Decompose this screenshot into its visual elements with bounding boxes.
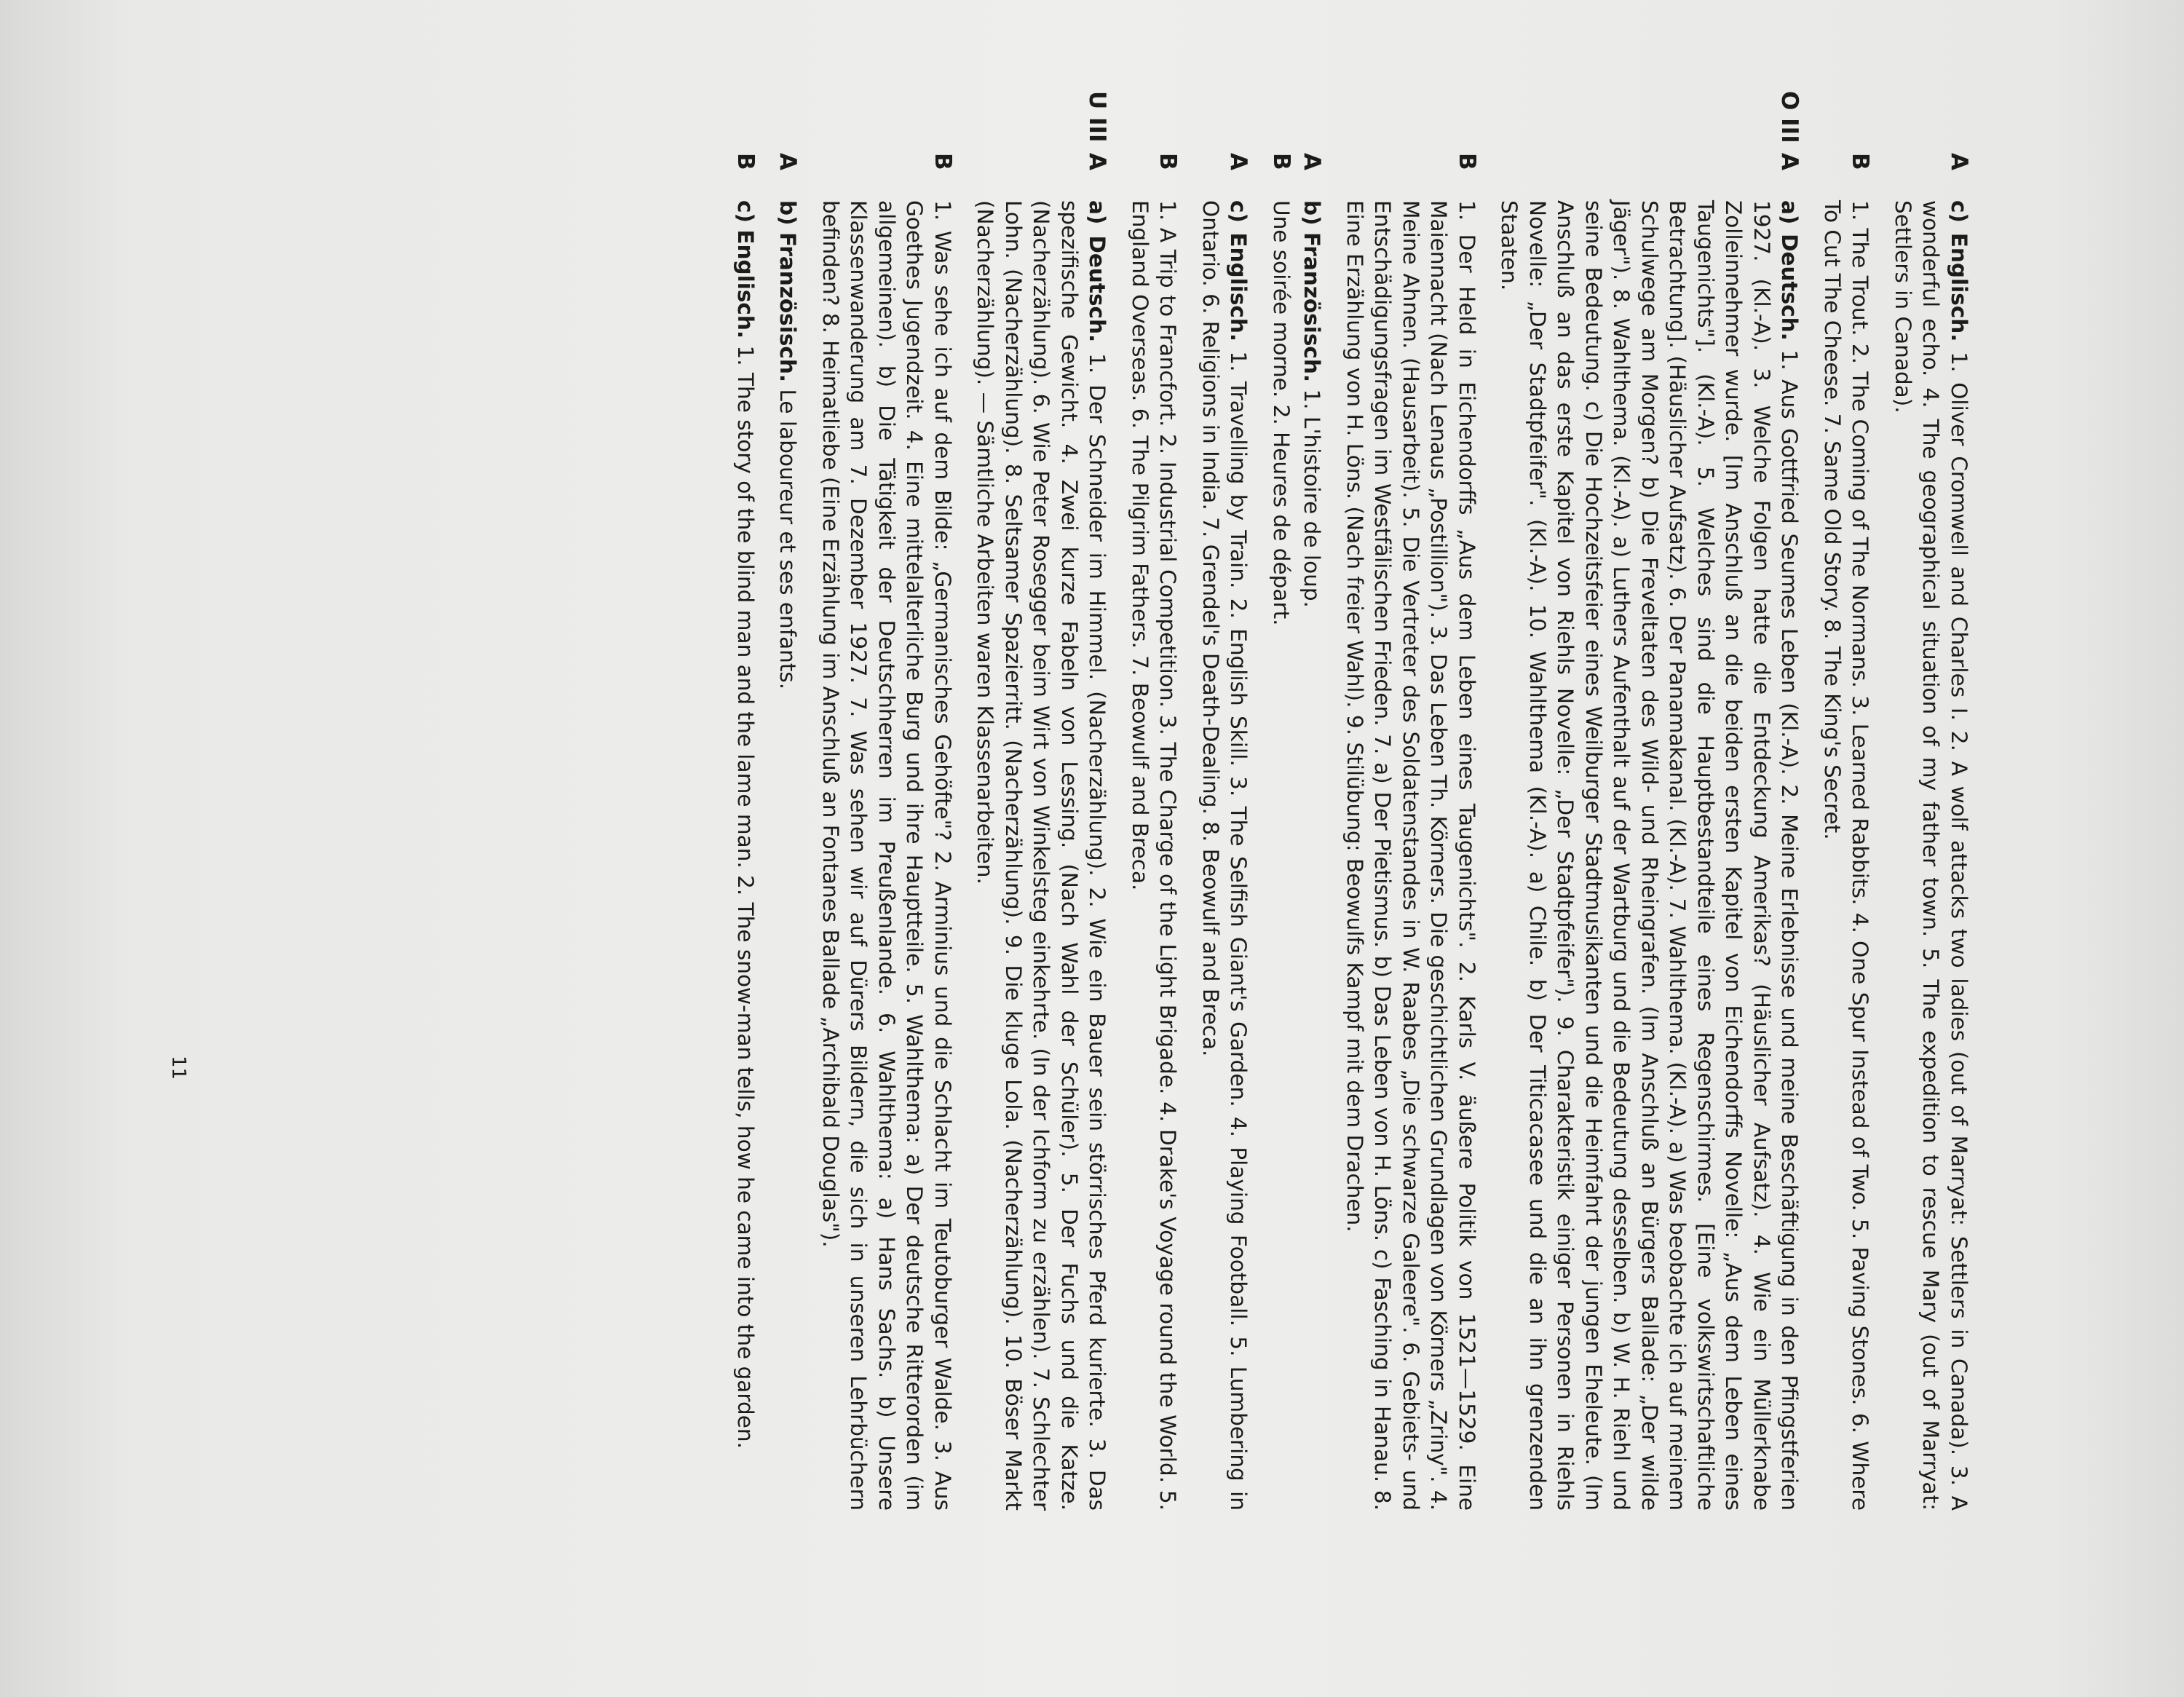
track-label: A: [775, 153, 802, 170]
topic-text-block: [1495, 200, 1804, 1511]
topic-entry: [1197, 153, 1253, 1511]
topics-text: 1. A Trip to Francfort. 2. Industrial Competition. 3. The Charge of the Light Brigade. 4. Drake's Voyage round the World. 5. England Overseas. 6. The Pilgrim Fathers. 7. Beowulf and Breca.: [1128, 200, 1181, 1511]
topics-text: 1. Der Schneider im Himmel. (Nacherzählung). 2. Wie ein Bauer sein störrisches Pferd kurierte. 3. Das spezifische Gewicht. 4. Zwei kurze Fabeln von Lessing. (Nach Wahl der Schüler). 5. Der Fuchs und die Katze. (Nacherzählung). 6. Wie Peter Rosegger beim Wirt von Winkelsteg einkehrte. (In der Ichform zu erzählen). 7. Schlechter Lohn. (Nacherzählung). 8. Seltsamer Spazierritt. (Nacherzählung). 9. Die kluge Lola. (Nacherzählung). 10. Böser Markt (Nacherzählung). — Sämtliche Arbeiten waren Klassenarbeiten.: [973, 200, 1110, 1511]
topics-text: 1. Travelling by Train. 2. English Skill. 3. The Selfish Giant's Garden. 4. Playing Football. 5. Lumbering in Ontario. 6. Religions in India. 7. Grendel's Death-Dealing. 8. Beowulf and Breca.: [1198, 200, 1251, 1511]
track-label: A: [1225, 153, 1252, 170]
topic-text-block: [971, 200, 1112, 1511]
topic-text-block: [1341, 200, 1481, 1511]
topic-entry: [817, 153, 957, 1511]
subsection-marker: a): [1085, 200, 1110, 225]
page-number: 11: [167, 1056, 189, 1080]
subject-name: Französisch.: [1299, 232, 1325, 383]
topics-text: 1. L'histoire de loup.: [1299, 389, 1325, 608]
topics-text: 1. Aus Gottfried Seumes Leben (Kl.-A). 2. Meine Erlebnisse und meine Beschäftigung in den Pfingstferien 1927. (Kl.-A). 3. Welche Folgen hatte die Entdeckung Amerikas? (Häuslicher Aufsatz). 4. Wie ein Müllerknabe Zolleinnehmer wurde. [Im Anschluß an die beiden ersten Kapitel von Eichendorffs Novelle: „Aus dem Leben eines Taugenichts"]. (Kl.-A). 5. Welches sind die Hauptbestandteile eines Regenschirmes. [Eine volkswirtschaftliche Betrachtung]. (Häuslicher Aufsatz). 6. Der Panamakanal. (Kl.-A). 7. Wahlthema. (Kl.-A). a) Was beobachte ich auf meinem Schulwege am Morgen? b) Die Freveltaten des Wild- und Rheingrafen. (Im Anschluß an Bürgers Ballade: „Der wilde Jäger"). 8. Wahlthema. (Kl.-A). a) Luthers Aufenthalt auf der Wartburg und die Bedeutung desselben. b) W. H. Riehl und seine Bedeutung. c) Die Hochzeitsfeier eines Weilburger Stadtmusikanten und die Heimfahrt der jungen Eheleute. (Im Anschluß an das erste Kapitel von Riehls Novelle: „Der Stadtpfeifer"). 9. Charakteristik einiger Personen in Riehls Novelle: „Der Stadtpfeifer". (Kl.-A). 10. Wahlthema (Kl.-A). a) Chile. b) Der Titicacasee und die an ihn grenzenden Staaten.: [1497, 200, 1803, 1511]
topic-text-block: [1298, 200, 1326, 1511]
topic-text-block: [774, 200, 802, 1511]
topics-text: 1. Der Held in Eichendorffs „Aus dem Leben eines Taugenichts". 2. Karls V. äußere Politik von 1521—1529. Eine Maiennacht (Nach Lenaus „Postillion"). 3. Das Leben Th. Körners. Die geschichtlichen Grundlagen von Körners „Zriny". 4. Meine Ahnen. (Hausarbeit). 5. Die Vertreter des Soldatenstandes in W. Raabes „Die schwarze Galeere". 6. Gebiets- und Entschädigungsfragen im Westfälischen Frieden. 7. a) Der Pietismus. b) Das Leben von H. Löns. c) Fasching in Hanau. 8. Eine Erzählung von H. Löns. (Nach freier Wahl). 9. Stilübung: Beowulfs Kampf mit dem Drachen.: [1342, 200, 1479, 1511]
topic-entry: [1267, 153, 1296, 1511]
track-label: B: [732, 153, 759, 170]
topic-entry: [774, 153, 802, 1511]
examination-topics-list: [732, 91, 1974, 1511]
subject-name: Englisch.: [1226, 232, 1251, 342]
subject-name: Deutsch.: [1777, 234, 1803, 341]
subject-name: Englisch.: [1947, 232, 1971, 342]
grade-label: U III: [1084, 91, 1111, 143]
topic-text-block: [732, 200, 760, 1511]
grade-label: O III: [1776, 91, 1803, 143]
track-label: A: [1299, 153, 1326, 170]
topic-text-block: [1126, 200, 1182, 1511]
topic-entry: [1889, 153, 1974, 1511]
track-label: B: [1454, 153, 1480, 170]
topic-entry: [732, 153, 760, 1511]
track-label: B: [1155, 153, 1182, 170]
topic-entry: [1341, 153, 1481, 1511]
topics-text: Le laboureur et ses enfants.: [775, 389, 801, 690]
topic-entry: [1819, 153, 1875, 1511]
topic-entry: [1126, 153, 1182, 1511]
subsection-marker: c): [733, 200, 758, 223]
subsection-marker: a): [1777, 200, 1803, 225]
topics-text: Une soirée morne. 2. Heures de départ.: [1269, 200, 1294, 626]
topic-entry: [1298, 153, 1326, 1511]
topic-text-block: [1889, 200, 1974, 1511]
track-label: B: [930, 153, 956, 170]
track-label: A: [1084, 153, 1111, 170]
topic-text-block: [1819, 200, 1875, 1511]
track-label: A: [1946, 153, 1972, 170]
subsection-marker: c): [1226, 200, 1251, 223]
track-label: A: [1776, 153, 1803, 170]
topic-text-block: [817, 200, 957, 1511]
topics-text: 1. Was sehe ich auf dem Bilde: „Germanisches Gehöfte"? 2. Arminius und die Schlacht im Teutoburger Walde. 3. Aus Goethes Jugendzeit. 4. Eine mittelalterliche Burg und ihre Hauptteile. 5. Wahlthema: a) Der deutsche Ritterorden (im allgemeinen). b) Die Tätigkeit der Deutschherren im Preußenlande. 6. Wahlthema: a) Hans Sachs. b) Unsere Klassenwanderung am 7. Dezember 1927. 7. Was sehen wir auf Dürers Bildern, die sich in unseren Lehrbüchern befinden? 8. Heimatliebe (Eine Erzählung im Anschluß an Fontanes Ballade „Archibald Douglas").: [818, 200, 955, 1511]
topic-text-block: [1267, 200, 1296, 1511]
topic-text-block: [1197, 200, 1253, 1511]
subject-name: Deutsch.: [1085, 235, 1110, 343]
topic-entry: [971, 91, 1112, 1511]
subject-name: Französisch.: [775, 232, 801, 383]
subject-name: Englisch.: [733, 229, 758, 339]
track-label: B: [1847, 153, 1874, 170]
subsection-marker: b): [775, 200, 801, 226]
topics-text: 1. Oliver Cromwell and Charles I. 2. A wolf attacks two ladies (out of Marryat: Settlers in Canada). 3. A wonderful echo. 4. The geographical situation of my father town. 5. The expedition to rescue Mary (out of Marryat: Settlers in Canada).: [1891, 200, 1971, 1511]
subsection-marker: b): [1299, 200, 1325, 226]
topic-entry: [1495, 91, 1804, 1511]
topics-text: 1. The story of the blind man and the lame man. 2. The snow-man tells, how he came into the garden.: [733, 345, 758, 1449]
subsection-marker: c): [1947, 200, 1971, 223]
topics-text: 1. The Trout. 2. The Coming of The Normans. 3. Learned Rabbits. 4. One Spur Instead of Two. 5. Paving Stones. 6. Where To Cut The Cheese. 7. Same Old Story. 8. The King's Secret.: [1820, 200, 1873, 1511]
track-label: B: [1268, 153, 1294, 170]
